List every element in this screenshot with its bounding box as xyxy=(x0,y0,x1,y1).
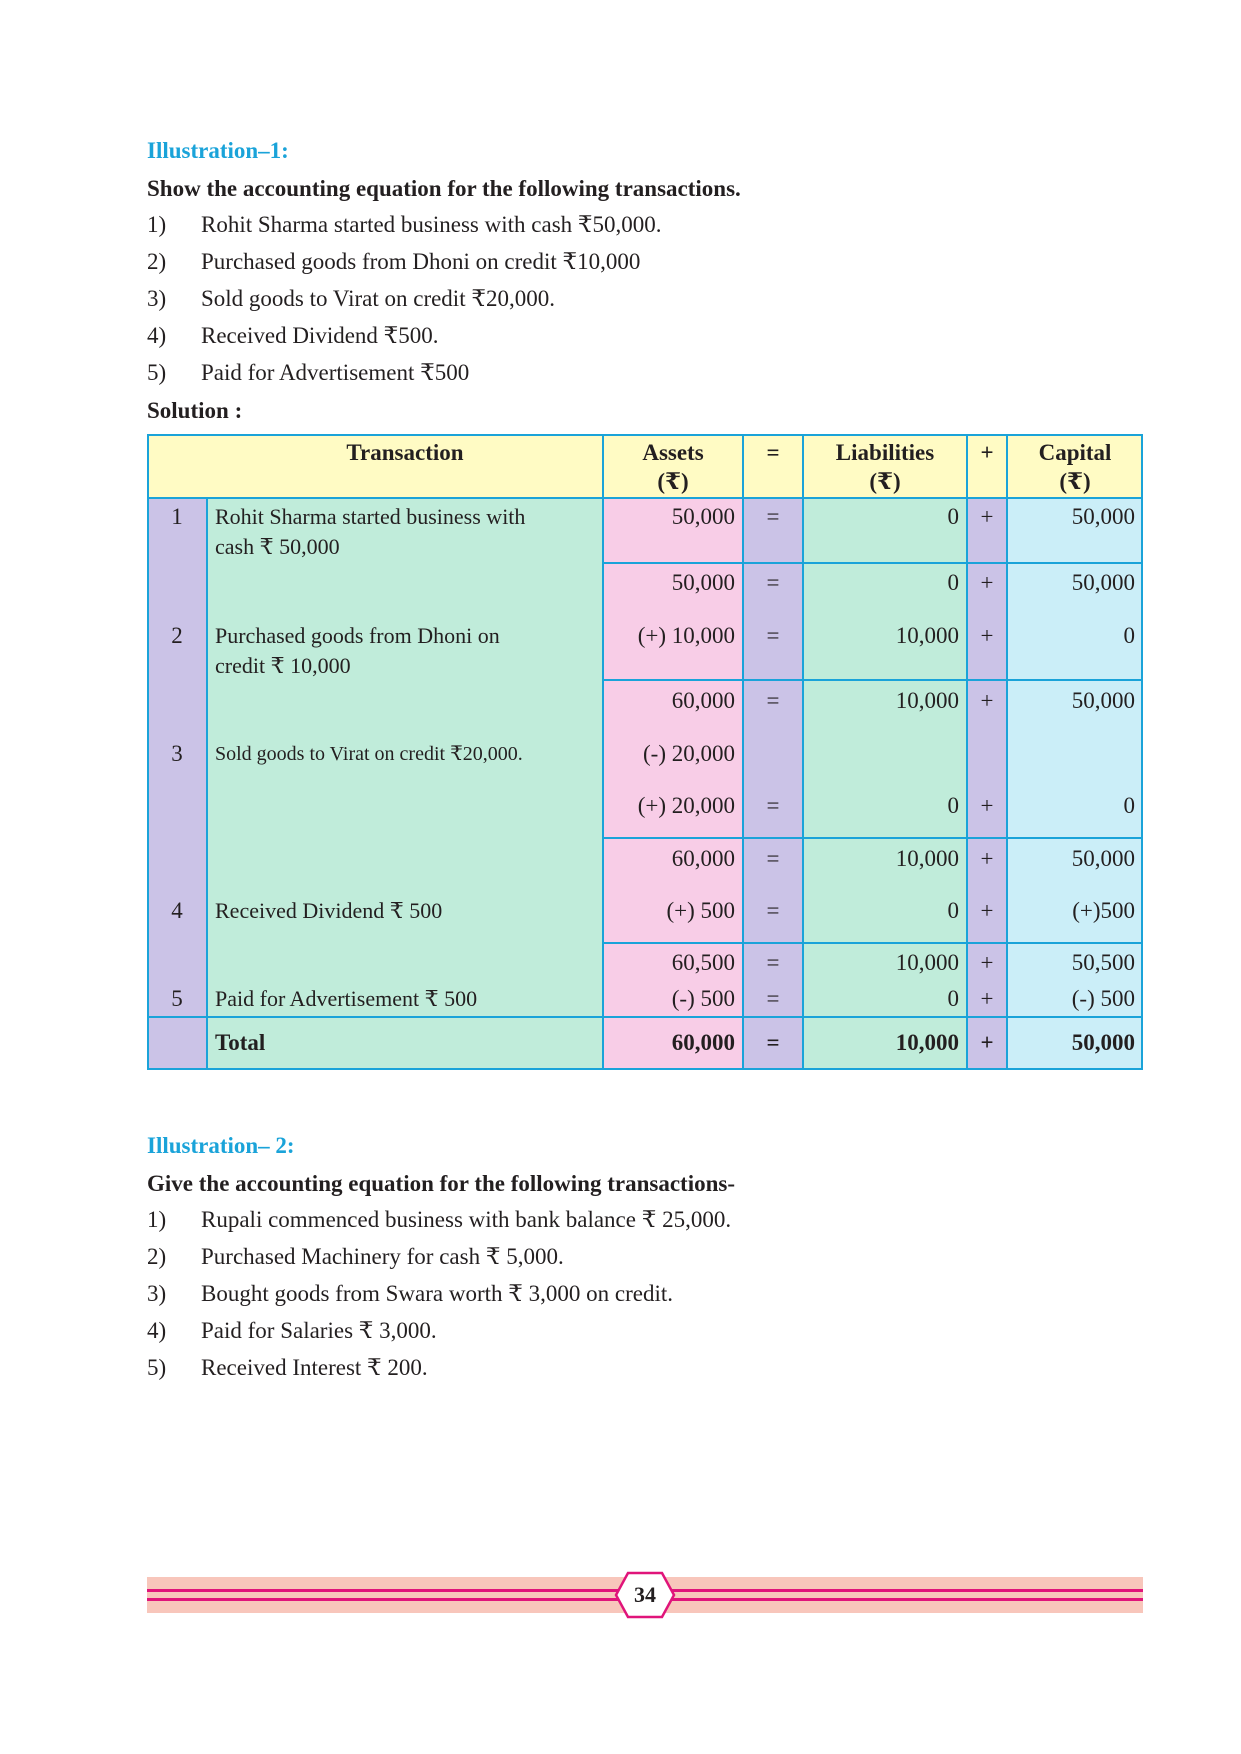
row-number: 1 xyxy=(171,504,183,529)
plus-sign: + xyxy=(980,898,994,923)
plus-sign: + xyxy=(980,846,994,871)
assets-value: 60,000 xyxy=(671,688,735,713)
liabilities-value: 10,000 xyxy=(895,623,959,648)
grid-line xyxy=(602,562,1143,564)
list-item: 3) Bought goods from Swara worth ₹ 3,000 on credit. xyxy=(147,1281,674,1306)
list-item: 2) Purchased goods from Dhoni on credit ₹10,000 xyxy=(147,249,641,274)
assets-value: 50,000 xyxy=(671,504,735,529)
equals-sign: = xyxy=(766,898,780,923)
equals-sign: = xyxy=(766,570,780,595)
assets-value: (-) 20,000 xyxy=(643,741,735,766)
assets-value: (-) 500 xyxy=(671,986,735,1011)
header-liabilities: Liabilities xyxy=(835,440,935,465)
grid-line xyxy=(147,434,1143,436)
capital-value: 50,000 xyxy=(1071,570,1135,595)
liabilities-value: 10,000 xyxy=(895,846,959,871)
list-item: 3) Sold goods to Virat on credit ₹20,000. xyxy=(147,286,555,311)
row-number: 2 xyxy=(171,623,183,648)
table xyxy=(147,434,1143,1070)
plus-sign: + xyxy=(980,688,994,713)
total-liabilities: 10,000 xyxy=(895,1030,959,1055)
row-description: Sold goods to Virat on credit ₹20,000. xyxy=(215,743,523,765)
list-item: 5) Paid for Advertisement ₹500 xyxy=(147,360,470,385)
list-item: 1) Rupali commenced business with bank balance ₹ 25,000. xyxy=(147,1207,732,1232)
plus-sign: + xyxy=(980,950,994,975)
header-equals: = xyxy=(766,440,780,465)
grid-line xyxy=(602,837,1143,839)
row-description: credit ₹ 10,000 xyxy=(215,653,351,678)
illustration-1-title: Illustration–1: xyxy=(147,138,289,163)
illustration-2-question: Give the accounting equation for the following transactions- xyxy=(147,1171,735,1196)
equals-sign: = xyxy=(766,1030,780,1055)
liabilities-value: 0 xyxy=(947,986,959,1011)
capital-value: 50,000 xyxy=(1071,846,1135,871)
total-assets: 60,000 xyxy=(671,1030,735,1055)
plus-sign: + xyxy=(980,504,994,529)
assets-value: (+) 500 xyxy=(666,898,735,923)
list-item: 5) Received Interest ₹ 200. xyxy=(147,1355,428,1380)
liabilities-value: 10,000 xyxy=(895,950,959,975)
page-footer xyxy=(147,1577,1143,1613)
liabilities-value: 10,000 xyxy=(895,688,959,713)
plus-sign: + xyxy=(980,1030,994,1055)
liabilities-value: 0 xyxy=(947,570,959,595)
capital-value: (-) 500 xyxy=(1071,986,1135,1011)
header-transaction: Transaction xyxy=(346,440,464,465)
header-assets-unit: (₹) xyxy=(657,469,689,494)
equals-sign: = xyxy=(766,504,780,529)
assets-value: 60,000 xyxy=(671,846,735,871)
equals-sign: = xyxy=(766,623,780,648)
equals-sign: = xyxy=(766,846,780,871)
total-label: Total xyxy=(215,1030,266,1055)
total-capital: 50,000 xyxy=(1071,1030,1135,1055)
equals-sign: = xyxy=(766,950,780,975)
plus-sign: + xyxy=(980,793,994,818)
row-description: Rohit Sharma started business with xyxy=(215,504,526,529)
capital-value: 0 xyxy=(1123,793,1135,818)
grid-line xyxy=(147,1016,1143,1018)
equals-sign: = xyxy=(766,688,780,713)
row-number: 4 xyxy=(171,898,183,923)
grid-line xyxy=(147,1068,1143,1070)
assets-value: 60,500 xyxy=(671,950,735,975)
assets-value: (+) 20,000 xyxy=(637,793,735,818)
capital-value: 0 xyxy=(1123,623,1135,648)
row-description: Purchased goods from Dhoni on xyxy=(215,623,500,648)
grid-line xyxy=(1141,434,1143,1070)
row-description: Paid for Advertisement ₹ 500 xyxy=(215,986,478,1011)
header-plus: + xyxy=(980,440,994,465)
liabilities-value: 0 xyxy=(947,793,959,818)
liabilities-value: 0 xyxy=(947,898,959,923)
page-number: 34 xyxy=(634,1582,656,1607)
row-number: 3 xyxy=(171,741,183,766)
list-item: 1) Rohit Sharma started business with cash ₹50,000. xyxy=(147,212,662,237)
capital-value: 50,500 xyxy=(1071,950,1135,975)
list-item: 2) Purchased Machinery for cash ₹ 5,000. xyxy=(147,1244,564,1269)
plus-sign: + xyxy=(980,570,994,595)
plus-sign: + xyxy=(980,623,994,648)
list-item: 4) Paid for Salaries ₹ 3,000. xyxy=(147,1318,437,1343)
grid-line xyxy=(602,942,1143,944)
header-capital: Capital xyxy=(1038,440,1112,465)
liabilities-value: 0 xyxy=(947,504,959,529)
grid-line xyxy=(147,497,1143,499)
capital-value: 50,000 xyxy=(1071,688,1135,713)
solution-label: Solution : xyxy=(147,398,243,423)
illustration-2-title: Illustration– 2: xyxy=(147,1133,295,1158)
assets-value: 50,000 xyxy=(671,570,735,595)
row-description: Received Dividend ₹ 500 xyxy=(215,898,443,923)
capital-value: (+)500 xyxy=(1072,898,1135,923)
header-assets: Assets xyxy=(642,440,704,465)
header-liabilities-unit: (₹) xyxy=(869,469,901,494)
illustration-1-question: Show the accounting equation for the following transactions. xyxy=(147,176,741,201)
grid-line xyxy=(602,679,1143,681)
row-description: cash ₹ 50,000 xyxy=(215,534,340,559)
assets-value: (+) 10,000 xyxy=(637,623,735,648)
plus-sign: + xyxy=(980,986,994,1011)
capital-value: 50,000 xyxy=(1071,504,1135,529)
equals-sign: = xyxy=(766,793,780,818)
list-item: 4) Received Dividend ₹500. xyxy=(147,323,439,348)
row-number: 5 xyxy=(171,986,183,1011)
header-capital-unit: (₹) xyxy=(1059,469,1091,494)
equals-sign: = xyxy=(766,986,780,1011)
